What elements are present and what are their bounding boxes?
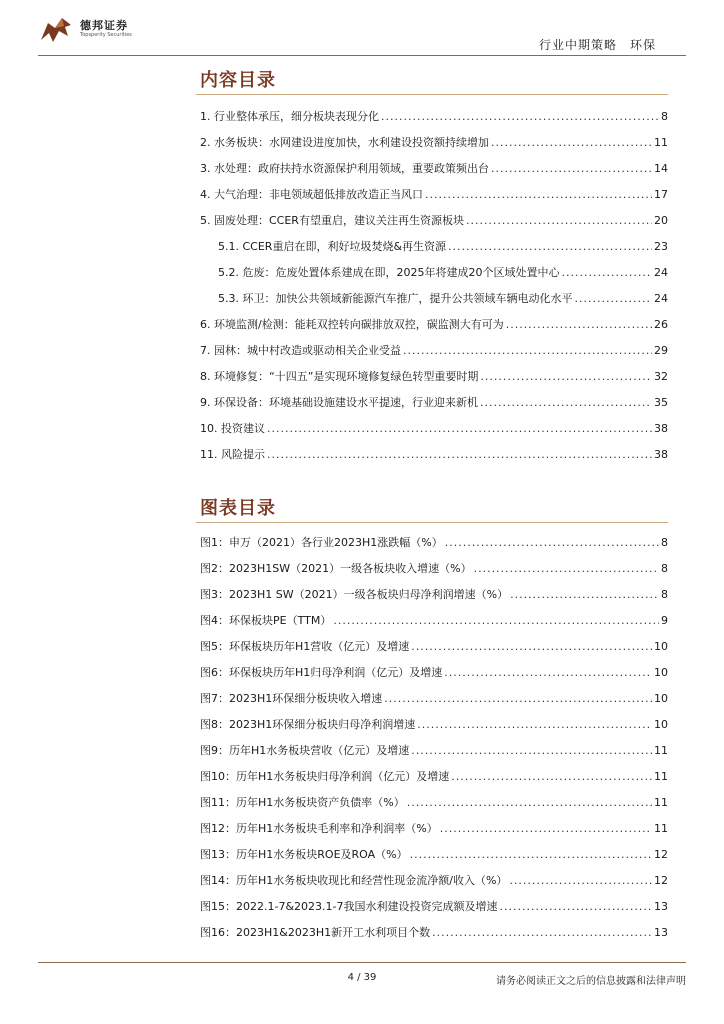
toc-item[interactable]: 6. 环境监测/检测：能耗双控转向碳排放双控，碳监测大有可为 ..... 26 — [200, 312, 668, 338]
figure-item[interactable]: 图7：2023H1环保细分板块收入增速 ..... 10 — [200, 686, 668, 712]
toc-item[interactable]: 9. 环保设备：环境基础设施建设水平提速，行业迎来新机 ..... 35 — [200, 390, 668, 416]
report-category: 行业中期策略 环保 — [538, 38, 656, 52]
figure-item[interactable]: 图15：2022.1-7&2023.1-7我国水利建设投资完成额及增速 ..... 13 — [200, 894, 668, 920]
figure-item[interactable]: 图9：历年H1水务板块营收（亿元）及增速 ..... 11 — [200, 738, 668, 764]
toc-item[interactable]: 11. 风险提示 ..... 38 — [200, 442, 668, 468]
contents-title-rule — [196, 94, 668, 95]
figure-item[interactable]: 图14：历年H1水务板块收现比和经营性现金流净额/收入（%） ..... 12 — [200, 868, 668, 894]
toc-item[interactable]: 7. 园林：城中村改造或驱动相关企业受益 ..... 29 — [200, 338, 668, 364]
contents-list — [200, 104, 668, 468]
page-number: 4 / 39 — [347, 972, 377, 983]
toc-item[interactable]: 3. 水处理：政府扶持水资源保护利用领域，重要政策频出台 ..... 14 — [200, 156, 668, 182]
figure-item[interactable]: 图5：环保板块历年H1营收（亿元）及增速 ..... 10 — [200, 634, 668, 660]
toc-subitem[interactable]: 5.1. CCER重启在即，利好垃圾焚烧&再生资源 ..... 23 — [200, 234, 668, 260]
disclaimer-text: 请务必阅读正文之后的信息披露和法律声明 — [496, 976, 686, 987]
figure-item[interactable]: 图6：环保板块历年H1归母净利润（亿元）及增速 ..... 10 — [200, 660, 668, 686]
toc-subitem[interactable]: 5.3. 环卫：加快公共领域新能源汽车推广，提升公共领域车辆电动化水平 ..... 24 — [200, 286, 668, 312]
footer-divider — [38, 962, 686, 963]
figure-item[interactable]: 图12：历年H1水务板块毛利率和净利润率（%） ..... 11 — [200, 816, 668, 842]
brand-name-en: Topsperity Securities — [80, 32, 132, 38]
figure-item[interactable]: 图4：环保板块PE（TTM） ..... 9 — [200, 608, 668, 634]
toc-item[interactable]: 5. 固废处理：CCER有望重启，建议关注再生资源板块 ..... 20 — [200, 208, 668, 234]
figure-item[interactable]: 图1：申万（2021）各行业2023H1涨跌幅（%） ..... 8 — [200, 530, 668, 556]
figures-title: 图表目录 — [200, 498, 276, 519]
figures-title-rule — [196, 522, 668, 523]
page-header — [0, 0, 724, 60]
toc-item[interactable]: 4. 大气治理：非电领域超低排放改造正当风口 ..... 17 — [200, 182, 668, 208]
toc-item[interactable]: 8. 环境修复：“十四五”是实现环境修复绿色转型重要时期 ..... 32 — [200, 364, 668, 390]
figure-item[interactable]: 图8：2023H1环保细分板块归母净利润增速 ..... 10 — [200, 712, 668, 738]
figures-list — [200, 530, 668, 946]
brand-name: 德邦证券 — [80, 19, 128, 32]
figure-item[interactable]: 图10：历年H1水务板块归母净利润（亿元）及增速 ..... 11 — [200, 764, 668, 790]
toc-item[interactable]: 1. 行业整体承压，细分板块表现分化 ..... 8 — [200, 104, 668, 130]
figure-item[interactable]: 图3：2023H1 SW（2021）一级各板块归母净利润增速（%） ..... 8 — [200, 582, 668, 608]
contents-title: 内容目录 — [200, 70, 276, 91]
figure-item[interactable]: 图13：历年H1水务板块ROE及ROA（%） ..... 12 — [200, 842, 668, 868]
toc-subitem[interactable]: 5.2. 危废：危废处置体系建成在即，2025年将建成20个区域处置中心 ..... 24 — [200, 260, 668, 286]
figure-item[interactable]: 图11：历年H1水务板块资产负债率（%） ..... 11 — [200, 790, 668, 816]
figure-item[interactable]: 图16：2023H1&2023H1新开工水利项目个数 ..... 13 — [200, 920, 668, 946]
toc-item[interactable]: 10. 投资建议 ..... 38 — [200, 416, 668, 442]
toc-item[interactable]: 2. 水务板块：水网建设进度加快，水利建设投资额持续增加 ..... 11 — [200, 130, 668, 156]
figure-item[interactable]: 图2：2023H1SW（2021）一级各板块收入增速（%） ..... 8 — [200, 556, 668, 582]
company-logo-icon — [38, 14, 74, 46]
header-divider — [38, 55, 686, 56]
